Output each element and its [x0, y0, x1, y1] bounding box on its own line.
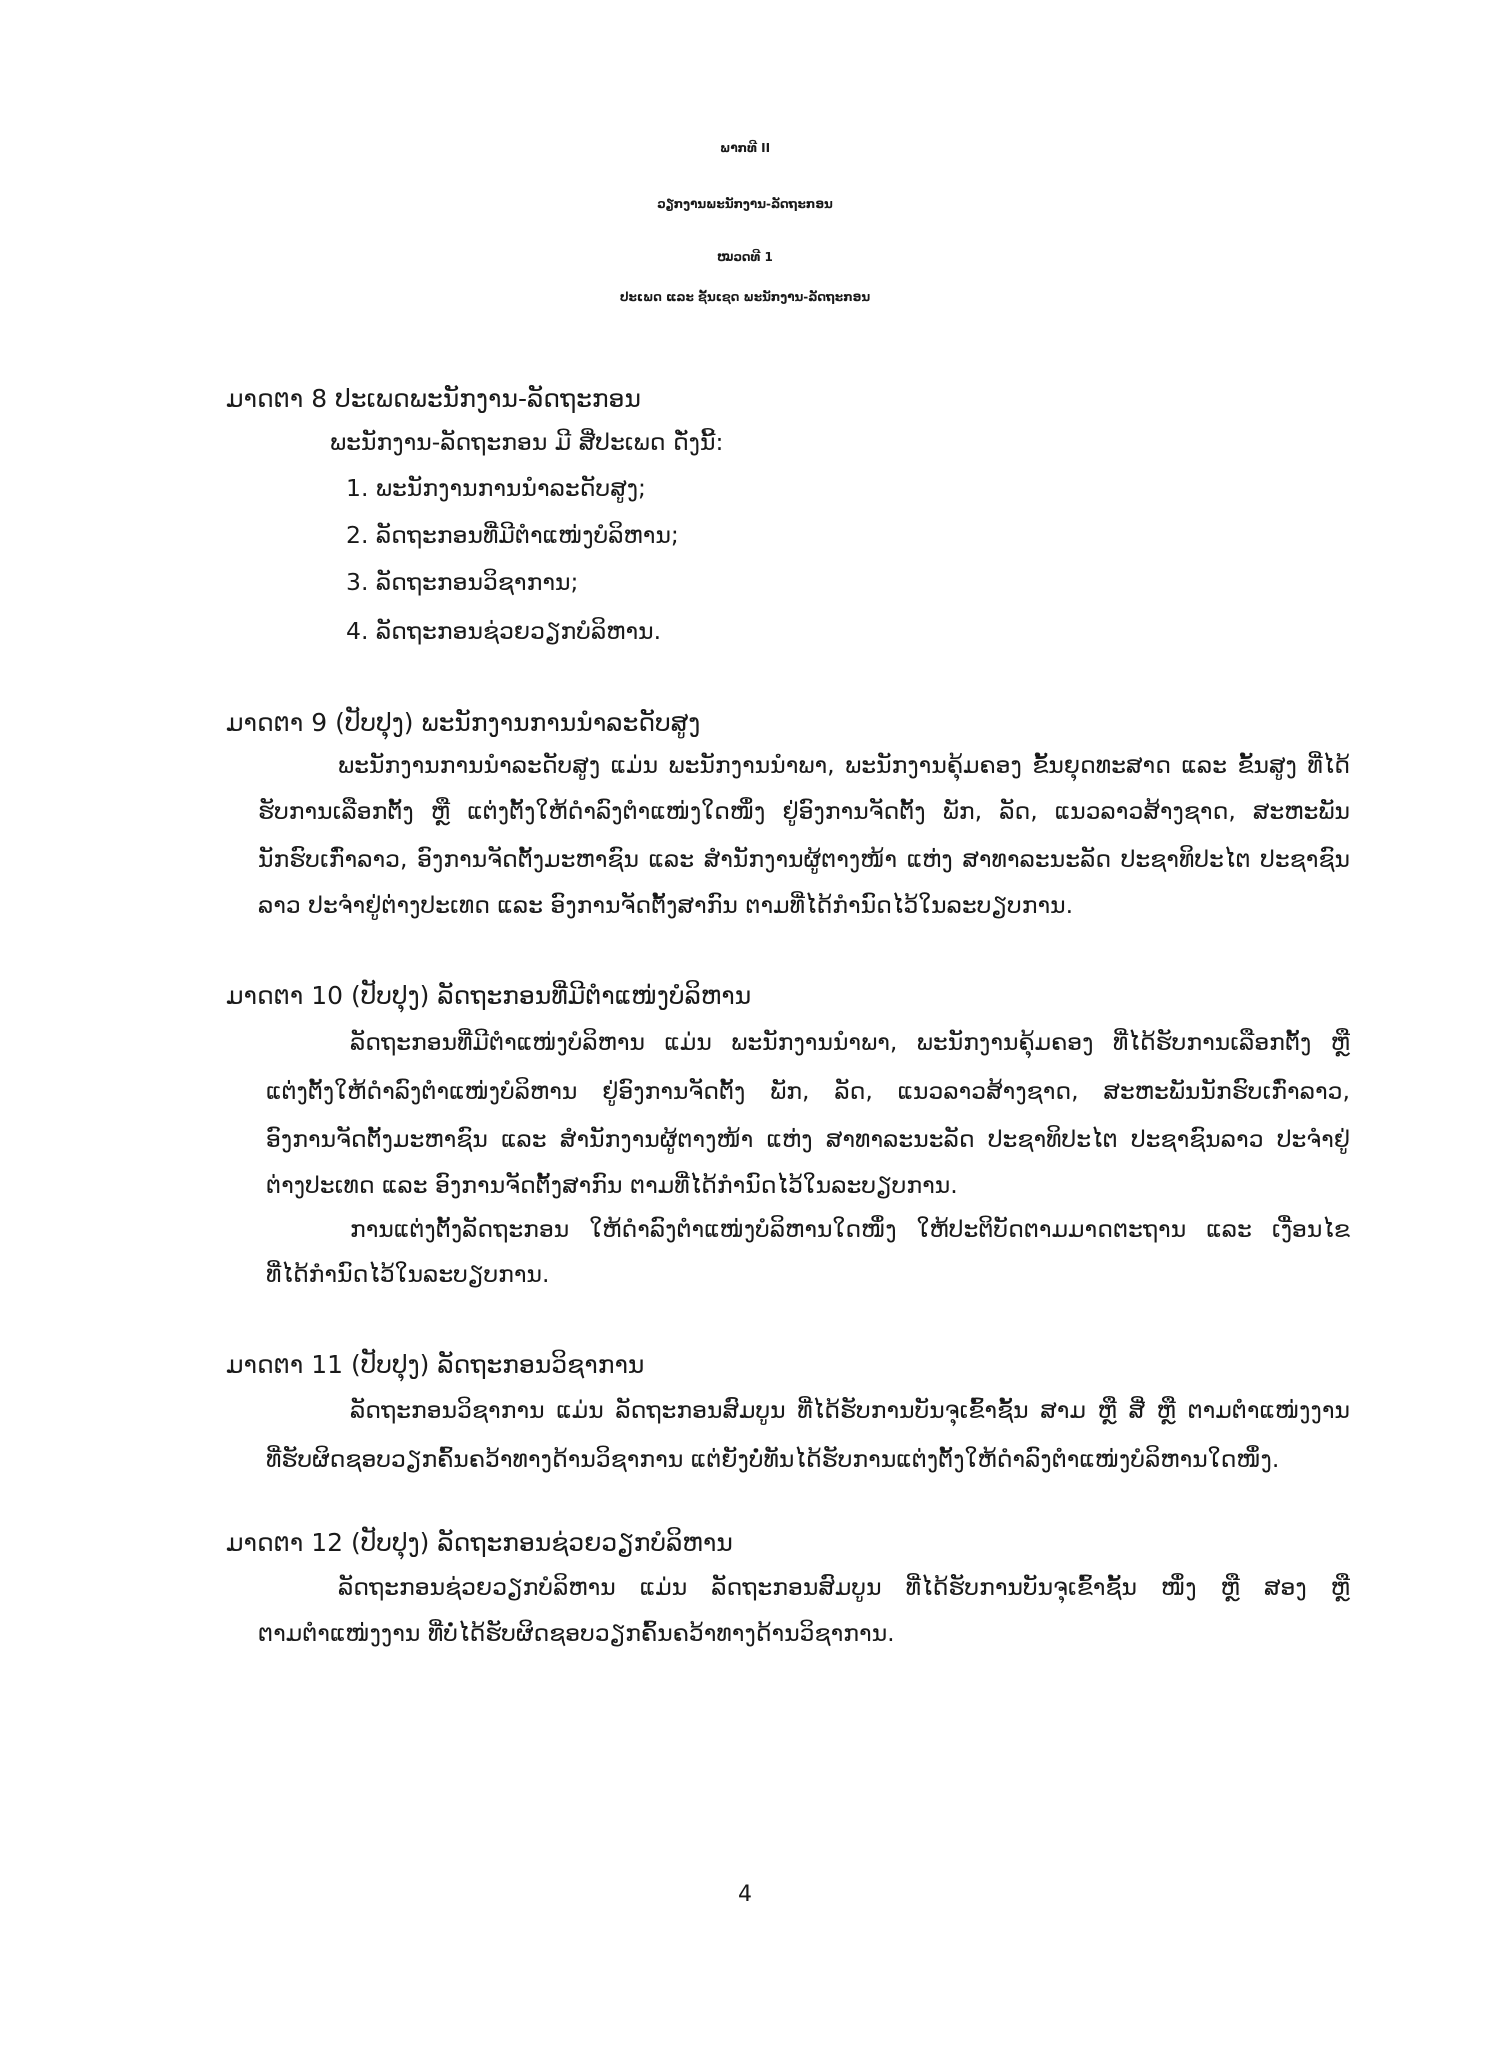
article-10-line: ອົງການຈັດຕັ້ງມະຫາຊົນ ແລະ ສໍານັກງານຜູ້ຕາງໜ້າ ແຫ່ງ ສາທາລະນະລັດ ປະຊາທິປະໄຕ ປະຊາຊົນລາວ ປະຈໍາຢູ່	[266, 1125, 1350, 1153]
article-9-line: ພະນັກງານການນໍາລະດັບສູງ ແມ່ນ ພະນັກງານນໍາພາ, ພະນັກງານຄຸ້ມຄອງ ຂັ້ນຍຸດທະສາດ ແລະ ຂັ້ນສູງ ທີ່ໄດ້	[338, 751, 1350, 779]
article-8-item: 4. ລັດຖະກອນຊ່ວຍວຽກບໍລິຫານ.	[346, 617, 662, 645]
article-11-title: ມາດຕາ 11 (ປັບປຸງ) ລັດຖະກອນວິຊາການ	[226, 1350, 645, 1379]
article-9-line: ລາວ ປະຈໍາຢູ່ຕ່າງປະເທດ ແລະ ອົງການຈັດຕັ້ງສາກົນ ຕາມທີ່ໄດ້ກໍານົດໄວ້ໃນລະບຽບການ.	[258, 891, 1074, 919]
article-9-line: ຮັບການເລືອກຕັ້ງ ຫຼື ແຕ່ງຕັ້ງໃຫ້ດໍາລົງຕໍາແໜ່ງໃດໜຶ່ງ ຢູ່ອົງການຈັດຕັ້ງ ພັກ, ລັດ, ແນວລາວສ້າງຊາດ, ສະຫະພັນ	[258, 797, 1350, 825]
article-12-line: ລັດຖະກອນຊ່ວຍວຽກບໍລິຫານ ແມ່ນ ລັດຖະກອນສົມບູນ ທີ່ໄດ້ຮັບການບັນຈຸເຂົ້າຊັ້ນ ໜຶ່ງ ຫຼື ສອງ ຫຼື	[338, 1573, 1350, 1601]
article-8-intro: ພະນັກງານ-ລັດຖະກອນ ມີ ສີ່ປະເພດ ດັ່ງນີ້:	[330, 428, 724, 456]
chapter-heading: ໝວດທີ 1	[717, 250, 773, 264]
article-10-title: ມາດຕາ 10 (ປັບປຸງ) ລັດຖະກອນທີ່ມີຕໍາແໜ່ງບໍລິຫານ	[226, 981, 752, 1010]
article-9-title: ມາດຕາ 9 (ປັບປຸງ) ພະນັກງານການນໍາລະດັບສູງ	[226, 708, 701, 737]
article-8-item: 1. ພະນັກງານການນໍາລະດັບສູງ;	[346, 474, 646, 502]
part-title: ວຽກງານພະນັກງານ-ລັດຖະກອນ	[657, 197, 833, 211]
article-12-title: ມາດຕາ 12 (ປັບປຸງ) ລັດຖະກອນຊ່ວຍວຽກບໍລິຫານ	[226, 1528, 733, 1557]
article-8-item: 3. ລັດຖະກອນວິຊາການ;	[346, 568, 579, 596]
article-9-line: ນັກຮົບເກົ່າລາວ, ອົງການຈັດຕັ້ງມະຫາຊົນ ແລະ ສໍານັກງານຜູ້ຕາງໜ້າ ແຫ່ງ ສາທາລະນະລັດ ປະຊາທິປະໄຕ ປະຊາຊົນ	[258, 845, 1350, 873]
article-11-line: ທີ່ຮັບຜິດຊອບວຽກຄົ້ນຄວ້າທາງດ້ານວິຊາການ ແຕ່ຍັງບໍ່ທັນໄດ້ຮັບການແຕ່ງຕັ້ງໃຫ້ດໍາລົງຕໍາແໜ່ງບໍລິຫານໃດໜຶ່ງ.	[266, 1445, 1280, 1473]
article-8-title: ມາດຕາ 8 ປະເພດພະນັກງານ-ລັດຖະກອນ	[226, 384, 641, 413]
article-10-line: ການແຕ່ງຕັ້ງລັດຖະກອນ ໃຫ້ດໍາລົງຕໍາແໜ່ງບໍລິຫານໃດໜຶ່ງ ໃຫ້ປະຕິບັດຕາມມາດຕະຖານ ແລະ ເງື່ອນໄຂ	[350, 1215, 1350, 1243]
article-10-line: ທີ່ໄດ້ກໍານົດໄວ້ໃນລະບຽບການ.	[266, 1260, 550, 1288]
article-10-line: ລັດຖະກອນທີ່ມີຕໍາແໜ່ງບໍລິຫານ ແມ່ນ ພະນັກງານນໍາພາ, ພະນັກງານຄຸ້ມຄອງ ທີ່ໄດ້ຮັບການເລືອກຕັ້ງ ຫຼື	[350, 1028, 1350, 1056]
article-8-item: 2. ລັດຖະກອນທີ່ມີຕໍາແໜ່ງບໍລິຫານ;	[346, 521, 679, 549]
article-10-line: ຕ່າງປະເທດ ແລະ ອົງການຈັດຕັ້ງສາກົນ ຕາມທີ່ໄດ້ກໍານົດໄວ້ໃນລະບຽບການ.	[266, 1171, 958, 1199]
article-12-line: ຕາມຕໍາແໜ່ງງານ ທີ່ບໍ່ໄດ້ຮັບຜິດຊອບວຽກຄົ້ນຄວ້າທາງດ້ານວິຊາການ.	[258, 1619, 895, 1647]
part-heading: ພາກທີ II	[719, 141, 771, 155]
page-number: 4	[738, 1882, 752, 1907]
chapter-title: ປະເພດ ແລະ ຊັ້ນເຊດ ພະນັກງານ-ລັດຖະກອນ	[619, 290, 871, 304]
article-10-line: ແຕ່ງຕັ້ງໃຫ້ດໍາລົງຕໍາແໜ່ງບໍລິຫານ ຢູ່ອົງການຈັດຕັ້ງ ພັກ, ລັດ, ແນວລາວສ້າງຊາດ, ສະຫະພັນນັກຮົບເກົ່າລາວ,	[266, 1077, 1350, 1105]
article-11-line: ລັດຖະກອນວິຊາການ ແມ່ນ ລັດຖະກອນສົມບູນ ທີ່ໄດ້ຮັບການບັນຈຸເຂົ້າຊັ້ນ ສາມ ຫຼື ສີ່ ຫຼື ຕາມຕໍາແໜ່ງງານ	[350, 1396, 1350, 1424]
